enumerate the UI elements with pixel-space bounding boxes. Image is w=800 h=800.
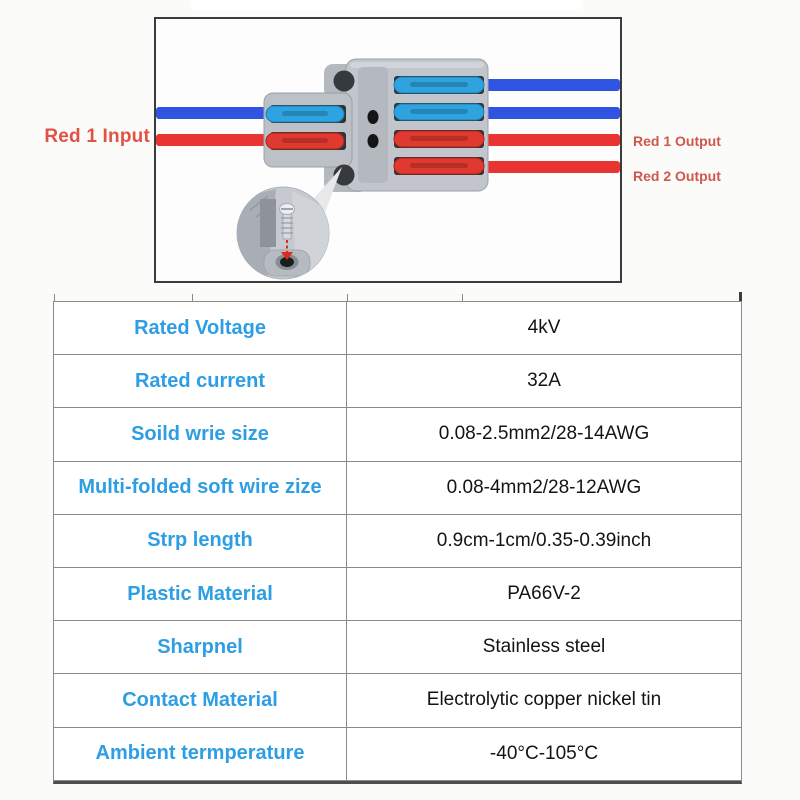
spec-label: Ambient termperature — [54, 728, 347, 780]
channel — [260, 199, 276, 247]
red1-output-label: Red 1 Output — [633, 133, 721, 149]
red-input-wire — [156, 134, 276, 146]
spec-row — [54, 408, 741, 461]
spec-row — [54, 568, 741, 621]
table-top-tick — [54, 294, 55, 301]
spec-value: PA66V-2 — [507, 583, 581, 605]
test-port-icon-2 — [368, 134, 379, 148]
blue-input-wire — [156, 107, 276, 119]
spec-label: Sharpnel — [54, 621, 347, 673]
center-panel — [358, 67, 388, 183]
spec-label: Soild wrie size — [54, 408, 347, 460]
red-output-wire-2 — [472, 161, 620, 173]
spec-label: Rated Voltage — [54, 302, 347, 354]
spec-label: Multi-folded soft wire zize — [54, 462, 347, 514]
spec-value: 0.08-4mm2/28-12AWG — [446, 476, 642, 498]
spec-row — [54, 355, 741, 408]
spec-value: Electrolytic copper nickel tin — [426, 689, 662, 711]
input-housing — [264, 93, 352, 167]
test-port-icon-1 — [368, 110, 379, 124]
connector-illustration — [156, 19, 620, 281]
spec-row — [54, 515, 741, 568]
red1-input-label: Red 1 Input — [44, 126, 150, 147]
product-photo-frame — [154, 17, 622, 283]
spec-table — [53, 301, 742, 784]
table-top-tick — [347, 294, 348, 301]
red-output-wire-1 — [472, 134, 620, 146]
top-screw-hole-icon — [334, 71, 355, 92]
spec-value: 0.9cm-1cm/0.35-0.39inch — [436, 529, 652, 551]
spec-label: Plastic Material — [54, 568, 347, 620]
spec-value: Stainless steel — [482, 636, 606, 658]
table-top-tick — [462, 294, 463, 301]
spec-value: -40°C-105°C — [489, 742, 599, 764]
spec-label: Contact Material — [54, 674, 347, 726]
spec-value: 0.08-2.5mm2/28-14AWG — [438, 423, 650, 445]
spec-row — [54, 462, 741, 515]
screw-shaft-icon — [283, 213, 291, 239]
red2-output-label: Red 2 Output — [633, 168, 721, 184]
spec-row — [54, 728, 741, 781]
blue-output-wire-1 — [472, 79, 620, 91]
table-top-tick — [192, 294, 193, 301]
spec-row — [54, 621, 741, 674]
spec-label: Rated current — [54, 355, 347, 407]
spec-row — [54, 302, 741, 355]
spec-label: Strp length — [54, 515, 347, 567]
blue-output-wire-2 — [472, 107, 620, 119]
spec-row — [54, 674, 741, 727]
spec-value: 4kV — [527, 317, 561, 339]
spec-value: 32A — [527, 370, 561, 392]
top-white-strip — [190, 0, 582, 9]
